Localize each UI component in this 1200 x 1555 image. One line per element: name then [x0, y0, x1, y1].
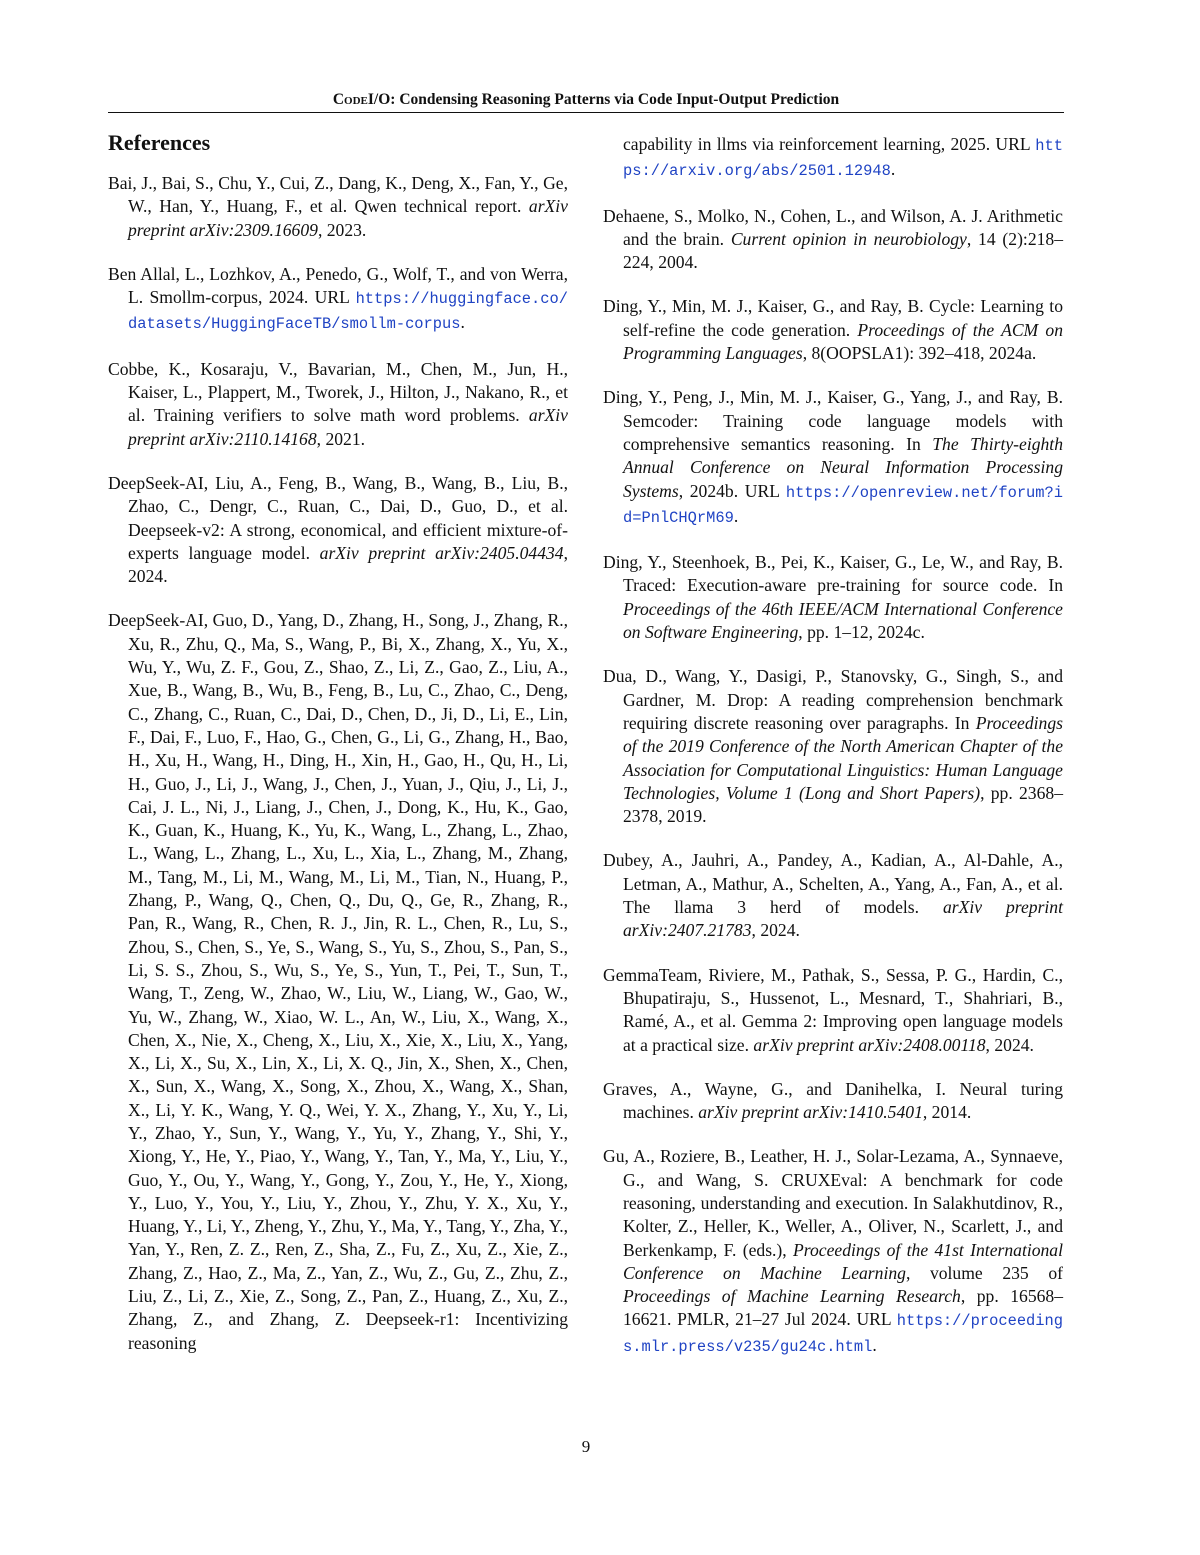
ref-text: Cobbe, K., Kosaraju, V., Bavarian, M., Chen, M., Jun, H., Kaiser, L., Plappert, M., Tworek, J., Hilton, J., Nakano, R., et al. Training verifiers to solve math word problems. [108, 358, 568, 426]
reference-entry [603, 386, 1063, 530]
ref-tail: , pp. 1–12, 2024c. [798, 622, 925, 643]
ref-text: capability in llms via reinforcement learning, 2025. URL [623, 134, 1036, 154]
ref-text: Graves, A., Wayne, G., and Danihelka, I. Neural turing machines. [603, 1078, 1063, 1123]
section-title: References [108, 130, 211, 155]
ref-venue: Proceedings of the ACM on Programming Languages [623, 319, 1063, 364]
reference-entry [108, 358, 568, 451]
ref-text: Ding, Y., Steenhoek, B., Pei, K., Kaiser, G., Le, W., and Ray, B. Traced: Execution-aware pre-training for source code. In [603, 552, 1063, 596]
ref-text: Ding, Y., Peng, J., Min, M. J., Kaiser, G., Yang, J., and Ray, B. Semcoder: Training code language models with comprehensive semantics reasoning. In [603, 387, 1063, 454]
reference-entry [603, 1078, 1063, 1125]
ref-url-link[interactable]: https://proceedings.mlr.press/v235/gu24c.html [623, 1312, 1063, 1356]
ref-venue: The Thirty-eighth Annual Conference on Neural Information Processing Systems [623, 433, 1063, 501]
ref-tail: , pp. 16568–16621. PMLR, 21–27 Jul 2024. URL [623, 1286, 1064, 1330]
ref-venue: Proceedings of the 41st International Conference on Machine Learning [623, 1239, 1063, 1283]
ref-url-link[interactable]: https://huggingface.co/datasets/HuggingFaceTB/smollm-corpus [128, 290, 568, 334]
ref-text: Dubey, A., Jauhri, A., Pandey, A., Kadian, A., Al-Dahle, A., Letman, A., Mathur, A., Schelten, A., Yang, A., Fan, A., et al. The llama 3 herd of models. [603, 850, 1063, 918]
ref-text: Dehaene, S., Molko, N., Cohen, L., and Wilson, A. J. Arithmetic and the brain. [603, 205, 1063, 249]
ref-tail: , 2024. [128, 542, 568, 587]
ref-text: DeepSeek-AI, Liu, A., Feng, B., Wang, B., Wang, B., Liu, B., Zhao, C., Dengr, C., Ruan, C., Dai, D., Guo, D., et al. Deepseek-v2: A strong, economical, and efficient mixture-of-experts language model. [108, 472, 568, 563]
ref-tail: . [890, 159, 896, 180]
ref-text: Bai, J., Bai, S., Chu, Y., Cui, Z., Dang, K., Deng, X., Fan, Y., Ge, W., Han, Y., Huang, F., et al. Qwen technical report. [108, 173, 568, 217]
reference-entry [108, 172, 568, 242]
running-head-smallcaps: CodeI/O [332, 91, 391, 108]
ref-tail: . [872, 1334, 877, 1355]
reference-entry [108, 263, 568, 337]
ref-tail: , pp. 2368–2378, 2019. [623, 782, 1063, 827]
ref-venue: Proceedings of Machine Learning Research [623, 1286, 961, 1307]
ref-text: Dua, D., Wang, Y., Dasigi, P., Stanovsky, G., Singh, S., and Gardner, M. Drop: A reading comprehension benchmark requiring discrete reasoning over paragraphs. In [603, 666, 1063, 733]
left-column [108, 128, 568, 1355]
ref-tail: , 2024. [751, 920, 800, 941]
running-head [108, 90, 1064, 110]
header-rule [108, 112, 1064, 113]
reference-entry [603, 1145, 1063, 1359]
ref-venue: arXiv preprint arXiv:2309.16609 [128, 196, 568, 240]
ref-tail: , 2024b. URL [678, 480, 786, 501]
ref-tail: , 2021. [316, 428, 366, 449]
ref-text: DeepSeek-AI, Guo, D., Yang, D., Zhang, H., Song, J., Zhang, R., Xu, R., Zhu, Q., Ma, S., Wang, P., Bi, X., Zhang, X., Yu, X., Wu, Y., Wu, Z. F., Gou, Z., Shao, Z., Li, Z., Gao, Z., Liu, A., Xue, B., Wang, B., Wu, B., Feng, B., Lu, C., Zhao, C., Deng, C., Zhang, C., Ruan, C., Dai, D., Chen, D., Ji, D., Li, E., Lin, F., Dai, F., Luo, F., Hao, G., Chen, G., Li, G., Zhang, H., Bao, H., Xu, H., Wang, H., Ding, H., Xin, H., Gao, H., Qu, H., Li, H., Guo, J., Li, J., Wang, J., Chen, J., Yuan, J., Qiu, J., Li, J., Cai, J. L., Ni, J., Liang, J., Chen, J., Dong, K., Hu, K., Gao, K., Guan, K., Huang, K., Yu, K., Wang, L., Zhang, L., Zhao, L., Wang, L., Zhang, L., Xu, L., Xia, L., Zhang, M., Zhang, M., Tang, M., Li, M., Wang, M., Li, M., Tian, N., Huang, P., Zhang, P., Wang, Q., Chen, Q., Du, Q., Ge, R., Zhang, R., Pan, R., Wang, R., Chen, R. J., Jin, R. L., Chen, R., Lu, S., Zhou, S., Chen, S., Ye, S., Wang, S., Yu, S., Zhou, S., Pan, S., Li, S. S., Zhou, S., Wu, S., Ye, S., Yun, T., Pei, T., Sun, T., Wang, T., Zeng, W., Zhao, W., Liu, W., Liang, W., Gao, W., Yu, W., Zhang, W., Xiao, W. L., An, W., Liu, X., Wang, X., Chen, X., Nie, X., Cheng, X., Liu, X., Xie, X., Liu, X., Yang, X., Li, X., Su, X., Lin, X., Li, X. Q., Jin, X., Shen, X., Chen, X., Sun, X., Wang, X., Song, X., Zhou, X., Wang, X., Shan, X., Li, Y. K., Wang, Y. Q., Wei, Y. X., Zhang, Y., Xu, Y., Li, Y., Zhao, Y., Sun, Y., Wang, Y., Yu, Y., Zhang, Y., Shi, Y., Xiong, Y., He, Y., Piao, Y., Wang, Y., Tan, Y., Ma, Y., Liu, Y., Guo, Y., Ou, Y., Wang, Y., Gong, Y., Zou, Y., He, Y., Xiong, Y., Luo, Y., You, Y., Liu, Y., Zhou, Y., Zhu, Y. X., Xu, Y., Huang, Y., Li, Y., Zheng, Y., Zhu, Y., Ma, Y., Tang, Y., Zha, Y., Yan, Y., Ren, Z. Z., Ren, Z., Sha, Z., Fu, Z., Xu, Z., Xie, Z., Zhang, Z., Hao, Z., Ma, Z., Yan, Z., Wu, Z., Gu, Z., Zhu, Z., Liu, Z., Li, Z., Xie, Z., Song, Z., Pan, Z., Huang, Z., Xu, Z., Zhang, Z., and Zhang, Z. Deepseek-r1: Incentivizing reasoning [108, 610, 568, 1353]
page-number: 9 [581, 1437, 591, 1456]
reference-entry [603, 964, 1063, 1057]
ref-venue: arXiv preprint arXiv:2407.21783 [623, 897, 1063, 941]
reference-entry-continued [603, 133, 1063, 184]
ref-text: Ding, Y., Min, M. J., Kaiser, G., and Ray, B. Cycle: Learning to self-refine the code generation. [603, 296, 1063, 340]
ref-venue: arXiv preprint arXiv:2110.14168 [128, 405, 568, 449]
reference-entry [108, 609, 568, 1355]
reference-entry [603, 295, 1063, 365]
ref-tail: , volume 235 of [905, 1262, 1063, 1283]
reference-entry [603, 205, 1063, 275]
ref-venue: arXiv preprint arXiv:2408.00118 [753, 1034, 986, 1055]
ref-tail: . [460, 312, 465, 333]
ref-url-link[interactable]: https://openreview.net/forum?id=PnlCHQrM69 [623, 483, 1063, 527]
reference-entry [603, 551, 1063, 644]
ref-text: GemmaTeam, Riviere, M., Pathak, S., Sessa, P. G., Hardin, C., Bhupatiraju, S., Hussenot, L., Mesnard, T., Shahriari, B., Ramé, A., et al. Gemma 2: Improving open language models at a practical size. [603, 964, 1063, 1055]
ref-venue: Proceedings of the 2019 Conference of the North American Chapter of the Association for Computational Linguistics: Human Language Technologies, Volume 1 (Long and Short Papers) [623, 712, 1063, 803]
ref-text: Gu, A., Roziere, B., Leather, H. J., Solar-Lezama, A., Synnaeve, G., and Wang, S. CRUXEval: A benchmark for code reasoning, understanding and execution. In Salakhutdinov, R., Kolter, Z., Heller, K., Weller, A., Oliver, N., Scarlett, J., and Berkenkamp, F. (eds.), [603, 1146, 1063, 1260]
ref-venue: arXiv preprint arXiv:2405.04434 [319, 542, 564, 563]
running-head-title: : Condensing Reasoning Patterns via Code Input-Output Prediction [390, 91, 840, 108]
ref-venue: Proceedings of the 46th IEEE/ACM International Conference on Software Engineering [623, 598, 1063, 643]
ref-venue: Current opinion in neurobiology [730, 228, 967, 249]
reference-entry [603, 665, 1063, 828]
ref-tail: , 2014. [922, 1102, 972, 1123]
ref-tail: , 14 (2):218–224, 2004. [623, 228, 1064, 273]
ref-url-link[interactable]: https://arxiv.org/abs/2501.12948 [623, 137, 1063, 181]
reference-entry [108, 472, 568, 588]
ref-tail: . [733, 505, 739, 526]
ref-venue: arXiv preprint arXiv:1410.5401 [698, 1102, 923, 1123]
ref-text: Ben Allal, L., Lozhkov, A., Penedo, G., Wolf, T., and von Werra, L. Smollm-corpus, 2024. URL [108, 263, 568, 308]
ref-tail: , 2024. [985, 1034, 1034, 1055]
reference-entry [603, 849, 1063, 942]
ref-tail: , 8(OOPSLA1): 392–418, 2024a. [802, 343, 1037, 364]
right-column [603, 133, 1063, 1380]
ref-tail: , 2023. [317, 219, 367, 240]
